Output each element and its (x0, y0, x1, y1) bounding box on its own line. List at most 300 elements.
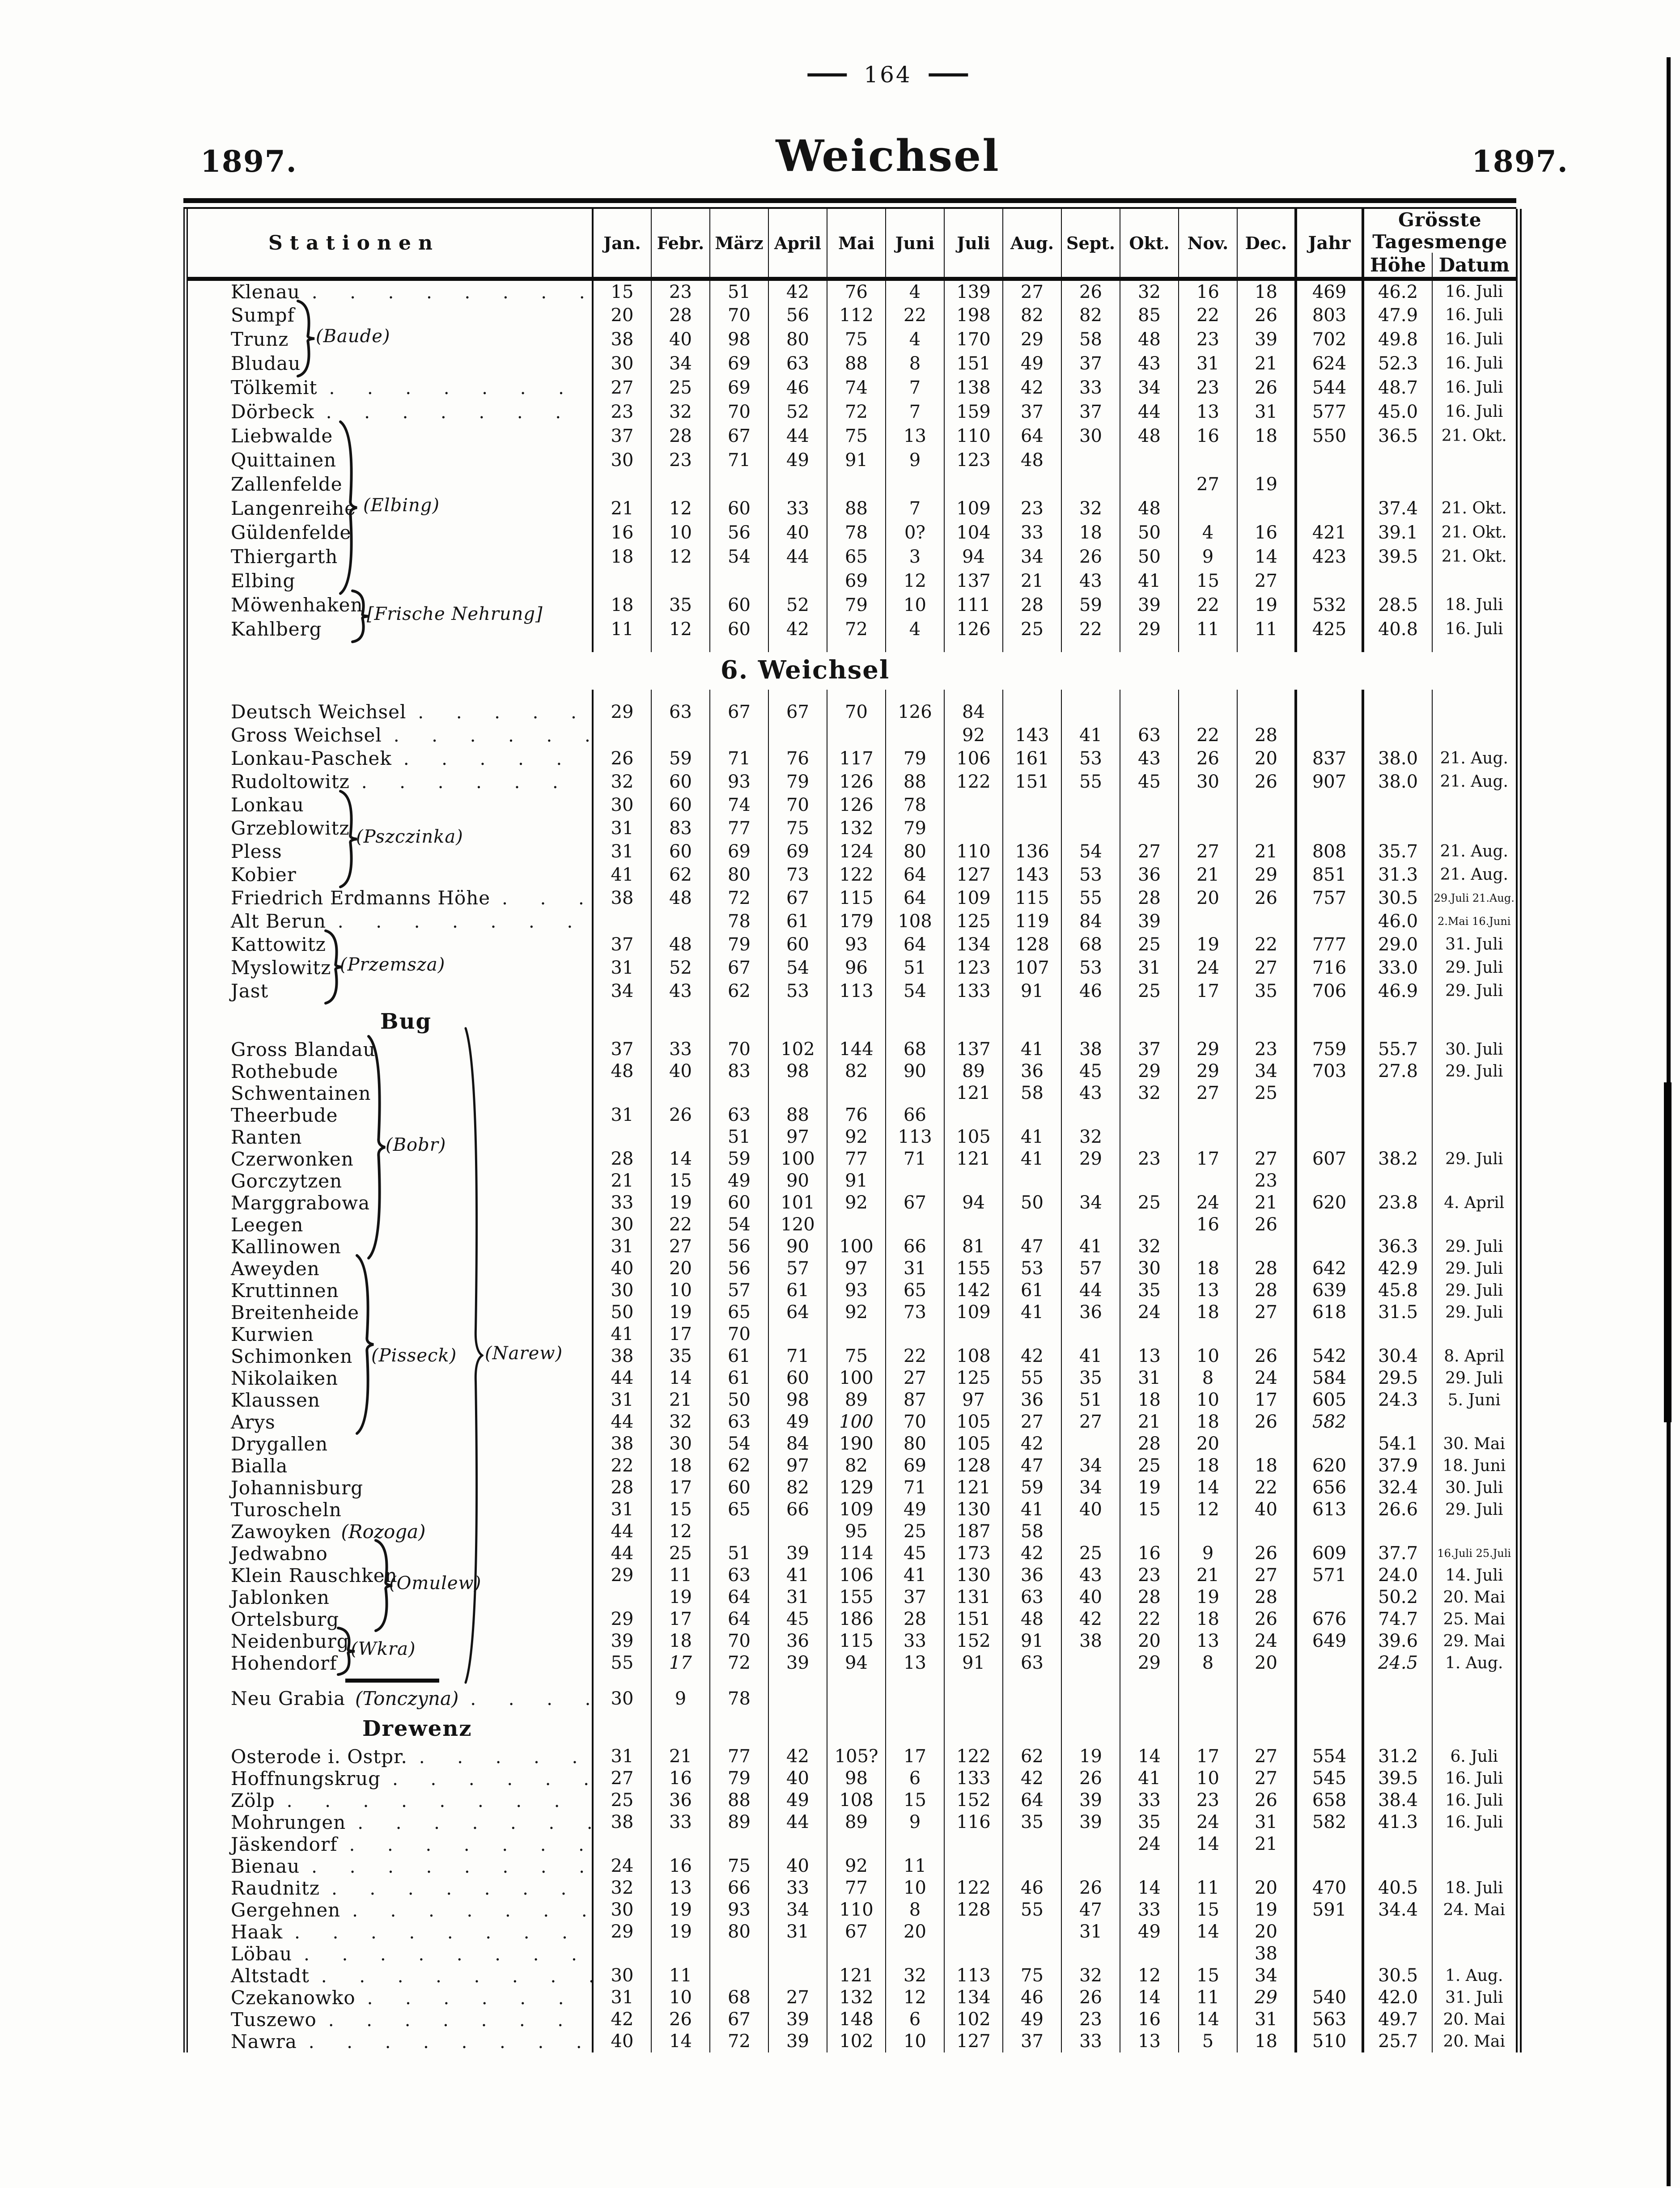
station-cell (186, 352, 593, 376)
cell-month: 100 (827, 1411, 886, 1433)
brace-label: (Wkra) (351, 1639, 416, 1659)
cell-month: 63 (651, 700, 710, 724)
cell-month: 39 (1061, 1789, 1120, 1811)
cell-month: 113 (944, 1965, 1003, 1987)
cell-month: 18 (1179, 1608, 1237, 1630)
cell (1003, 1034, 1061, 1039)
cell-month: 98 (768, 1389, 827, 1411)
cell-month: 22 (1237, 933, 1296, 956)
cell-datum: 18. Juni (1432, 1455, 1519, 1477)
cell-month: 143 (1003, 724, 1061, 747)
cell-datum (1432, 1688, 1519, 1710)
cell-month: 32 (1061, 1126, 1120, 1148)
station-cell (186, 863, 593, 886)
cell-datum (1432, 1855, 1519, 1877)
station-name: Nikolaiken (231, 1367, 339, 1389)
cell-month: 41 (593, 1323, 651, 1345)
cell-month: 70 (886, 1411, 944, 1433)
cell-month (1120, 1521, 1179, 1543)
cell-month (1120, 1104, 1179, 1126)
station-name: Aweyden (231, 1257, 320, 1280)
cell-month (710, 1082, 768, 1104)
cell-month: 35 (651, 593, 710, 617)
cell (1179, 1674, 1237, 1688)
station-name: Liebwalde (231, 425, 333, 447)
cell-month: 15 (651, 1170, 710, 1192)
cell-month: 80 (886, 840, 944, 863)
station-cell (186, 817, 593, 840)
station-name: Theerbude (231, 1104, 338, 1126)
station-name: Ortelsburg (231, 1608, 339, 1630)
cell-month: 36 (1003, 1389, 1061, 1411)
cell-month: 43 (1061, 1082, 1120, 1104)
station-cell (186, 472, 593, 496)
cell-month: 54 (710, 1433, 768, 1455)
cell-month: 121 (944, 1082, 1003, 1104)
table-row (186, 1608, 1519, 1630)
cell-month (1179, 817, 1237, 840)
cell-month: 97 (944, 1389, 1003, 1411)
cell-month: 17 (886, 1746, 944, 1768)
cell-jahr (1296, 793, 1363, 817)
cell (1363, 690, 1432, 700)
cell-month: 31 (1120, 1367, 1179, 1389)
cell-month: 29 (1120, 1060, 1179, 1082)
cell-datum (1432, 472, 1519, 496)
cell-month: 21 (1237, 840, 1296, 863)
cell-month: 32 (1120, 1236, 1179, 1258)
station-cell (186, 886, 593, 910)
cell-month: 26 (1061, 279, 1120, 303)
cell-month: 70 (710, 1630, 768, 1652)
station-cell (186, 1965, 593, 1987)
cell-month: 37 (593, 424, 651, 448)
cell-month: 38 (593, 1811, 651, 1833)
cell-datum: 16. Juli (1432, 617, 1519, 641)
station-cell (186, 1060, 593, 1082)
cell-month: 15 (651, 1499, 710, 1521)
cell-month: 25 (1237, 1082, 1296, 1104)
cell-month: 45 (768, 1608, 827, 1630)
table-row (186, 2009, 1519, 2031)
cell-month: 71 (768, 1345, 827, 1367)
cell-month: 56 (768, 303, 827, 327)
cell-hoehe: 35.7 (1363, 840, 1432, 863)
table-row (186, 1104, 1519, 1126)
col-month-8: Sept. (1061, 209, 1120, 279)
table-row (186, 863, 1519, 886)
cell (1363, 1741, 1432, 1746)
cell-month: 30 (593, 448, 651, 472)
cell (944, 1674, 1003, 1688)
cell-month: 41 (1003, 1148, 1061, 1170)
station-cell (186, 496, 593, 521)
cell-month: 23 (1179, 1789, 1237, 1811)
dot-leader (418, 701, 592, 723)
cell-month: 26 (1061, 1987, 1120, 2009)
cell-month (710, 1521, 768, 1543)
cell-jahr: 716 (1296, 956, 1363, 980)
cell-month: 45 (886, 1543, 944, 1565)
cell-month: 38 (593, 886, 651, 910)
cell (1363, 1674, 1432, 1688)
cell-month: 0? (886, 521, 944, 545)
cell-month: 17 (1179, 1148, 1237, 1170)
cell-month: 93 (827, 933, 886, 956)
cell-datum: 16. Juli (1432, 1768, 1519, 1789)
cell-hoehe (1363, 724, 1432, 747)
cell (1237, 1003, 1296, 1009)
cell-month: 5 (1179, 2031, 1237, 2052)
cell-month: 20 (593, 303, 651, 327)
cell-month: 42 (1003, 1543, 1061, 1565)
cell-month: 26 (1061, 1768, 1120, 1789)
cell-jahr (1296, 1586, 1363, 1608)
cell-datum: 25. Mai (1432, 1608, 1519, 1630)
cell-month: 64 (886, 863, 944, 886)
cell-month: 84 (1061, 910, 1120, 933)
station-cell (186, 1477, 593, 1499)
cell-month (1237, 496, 1296, 521)
cell-month: 60 (710, 617, 768, 641)
station-name: Jablonken (231, 1586, 330, 1608)
cell-month: 109 (944, 886, 1003, 910)
cell-month: 69 (768, 840, 827, 863)
cell-month: 115 (827, 886, 886, 910)
station-cell (186, 1236, 593, 1258)
cell-month (768, 569, 827, 593)
cell-month: 18 (1237, 1455, 1296, 1477)
cell-month: 31 (1237, 2009, 1296, 2031)
table-row (186, 747, 1519, 770)
cell-month: 139 (944, 279, 1003, 303)
cell-month: 90 (886, 1060, 944, 1082)
station-name: Altstadt (231, 1964, 310, 1987)
table-row (186, 1411, 1519, 1433)
cell-month: 72 (710, 2031, 768, 2052)
cell-month: 73 (768, 863, 827, 886)
cell-month: 39 (1120, 910, 1179, 933)
cell-month (1237, 448, 1296, 472)
cell-month: 14 (1120, 1746, 1179, 1768)
cell-month: 18 (1120, 1389, 1179, 1411)
cell-jahr: 613 (1296, 1499, 1363, 1521)
station-cell (186, 1652, 593, 1674)
cell-month: 136 (1003, 840, 1061, 863)
cell-month: 67 (768, 886, 827, 910)
table-row (186, 1630, 1519, 1652)
cell-hoehe: 33.0 (1363, 956, 1432, 980)
cell-hoehe (1363, 793, 1432, 817)
cell (1061, 1009, 1120, 1034)
cell-hoehe: 28.5 (1363, 593, 1432, 617)
cell-month: 42 (1003, 1768, 1061, 1789)
cell-month: 69 (827, 569, 886, 593)
cell-month (651, 724, 710, 747)
cell-month (1120, 448, 1179, 472)
station-name: Jedwabno (231, 1542, 328, 1565)
cell-month: 92 (944, 724, 1003, 747)
cell-month: 173 (944, 1543, 1003, 1565)
cell-month: 70 (710, 303, 768, 327)
cell-month (710, 569, 768, 593)
cell-month (593, 1082, 651, 1104)
cell-month: 15 (1179, 1899, 1237, 1921)
dot-leader (312, 281, 592, 303)
cell-month: 17 (1179, 980, 1237, 1003)
cell-month: 33 (1061, 376, 1120, 400)
station-name: Haak (231, 1921, 283, 1943)
station-cell (186, 400, 593, 424)
cell-month: 128 (944, 1455, 1003, 1477)
cell-month: 137 (944, 1039, 1003, 1060)
cell-month (1179, 448, 1237, 472)
cell-month: 51 (710, 1543, 768, 1565)
cell (1120, 1716, 1179, 1741)
cell (1363, 1034, 1432, 1039)
cell-month: 87 (886, 1389, 944, 1411)
station-name: Turoscheln (231, 1498, 342, 1521)
cell-month (1120, 1126, 1179, 1148)
cell-month (1237, 1855, 1296, 1877)
cell-month: 22 (1179, 593, 1237, 617)
dot-leader (328, 2009, 592, 2031)
station-cell (186, 2031, 593, 2052)
table-row (186, 724, 1519, 747)
cell-month: 78 (827, 521, 886, 545)
cell-month: 20 (886, 1921, 944, 1943)
cell-month: 31 (1237, 400, 1296, 424)
cell-month (651, 1833, 710, 1855)
cell-month: 44 (1120, 400, 1179, 424)
cell-month: 119 (1003, 910, 1061, 933)
cell-jahr (1296, 1855, 1363, 1877)
station-name: Rudoltowitz (231, 771, 350, 793)
cell-month: 60 (651, 793, 710, 817)
cell-month: 31 (768, 1921, 827, 1943)
cell (1003, 690, 1061, 700)
cell-month (1179, 1521, 1237, 1543)
cell-month: 80 (710, 863, 768, 886)
cell-month: 23 (1120, 1148, 1179, 1170)
cell-jahr: 837 (1296, 747, 1363, 770)
station-name: Langenreihe (231, 497, 356, 519)
cell-month (1179, 1943, 1237, 1965)
cell (768, 1710, 827, 1716)
cell-month: 59 (1061, 593, 1120, 617)
station-cell (186, 1104, 593, 1126)
cell (1179, 1009, 1237, 1034)
cell-datum: 16. Juli (1432, 303, 1519, 327)
station-name: Kahlberg (231, 618, 322, 640)
cell-month: 72 (827, 400, 886, 424)
cell-month: 33 (886, 1630, 944, 1652)
cell (651, 1034, 710, 1039)
cell-month: 155 (827, 1586, 886, 1608)
cell (886, 1034, 944, 1039)
dot-leader (311, 1855, 592, 1877)
station-name: Rothebude (231, 1060, 339, 1082)
cell-jahr (1296, 1833, 1363, 1855)
cell-month (1061, 1170, 1120, 1192)
cell (944, 1741, 1003, 1746)
cell-month (710, 472, 768, 496)
cell-month: 88 (710, 1789, 768, 1811)
station-cell (186, 1302, 593, 1323)
cell-month: 39 (593, 1630, 651, 1652)
cell-month: 62 (651, 863, 710, 886)
table-row (186, 1323, 1519, 1345)
cell (1120, 1009, 1179, 1034)
cell-month: 33 (1003, 521, 1061, 545)
cell-datum: 29. Juli (1432, 980, 1519, 1003)
cell-month: 28 (1120, 1586, 1179, 1608)
cell (768, 1741, 827, 1746)
cell-month (1237, 1521, 1296, 1543)
cell-month (827, 1214, 886, 1236)
table-row (186, 1652, 1519, 1674)
cell-month: 27 (1120, 840, 1179, 863)
cell-month (1061, 1855, 1120, 1877)
cell (1432, 1003, 1519, 1009)
cell-month: 108 (827, 1789, 886, 1811)
cell-month: 133 (944, 1768, 1003, 1789)
cell-jahr: 563 (1296, 2009, 1363, 2031)
cell-hoehe (1363, 569, 1432, 593)
cell-month: 82 (1003, 303, 1061, 327)
cell-month: 61 (710, 1367, 768, 1389)
cell-datum: 16.Juli 25.Juli (1432, 1543, 1519, 1565)
cell-datum: 21. Aug. (1432, 840, 1519, 863)
cell-month: 71 (886, 1477, 944, 1499)
cell-month: 67 (827, 1921, 886, 1943)
cell-month: 16 (1120, 2009, 1179, 2031)
cell (593, 641, 651, 652)
cell-month: 49 (1003, 2009, 1061, 2031)
cell-month: 37 (1061, 352, 1120, 376)
cell-month: 21 (1237, 352, 1296, 376)
cell-hoehe: 38.2 (1363, 1148, 1432, 1170)
cell-hoehe: 32.4 (1363, 1477, 1432, 1499)
cell-jahr: 421 (1296, 521, 1363, 545)
cell-month: 17 (1237, 1389, 1296, 1411)
cell-month: 98 (827, 1768, 886, 1789)
cell-month: 40 (768, 1768, 827, 1789)
cell-month: 19 (1237, 1899, 1296, 1921)
cell-month: 11 (1237, 617, 1296, 641)
cell-month: 94 (944, 1192, 1003, 1214)
cell-month: 32 (593, 770, 651, 793)
cell-datum: 21. Okt. (1432, 424, 1519, 448)
station-name: Neu Grabia (231, 1688, 346, 1709)
cell-month (651, 1943, 710, 1965)
station-name: Güldenfelde (231, 522, 352, 543)
cell (1237, 1741, 1296, 1746)
cell-month: 18 (593, 545, 651, 569)
cell-month: 8 (886, 1899, 944, 1921)
cell-month: 23 (1003, 496, 1061, 521)
cell-month: 105? (827, 1746, 886, 1768)
cell (827, 1741, 886, 1746)
cell (827, 1710, 886, 1716)
cell-month: 18 (1237, 279, 1296, 303)
cell-month (1179, 910, 1237, 933)
cell-month: 54 (710, 1214, 768, 1236)
cell-jahr (1296, 1170, 1363, 1192)
cell (886, 1009, 944, 1034)
cell-month: 72 (710, 1652, 768, 1674)
station-cell (186, 1126, 593, 1148)
cell-month: 23 (1237, 1039, 1296, 1060)
cell-hoehe (1363, 1921, 1432, 1943)
cell-month: 41 (1120, 569, 1179, 593)
station-name: Friedrich Erdmanns Höhe (231, 887, 491, 909)
table-row (186, 2031, 1519, 2052)
cell-month (827, 1833, 886, 1855)
cell-month: 6 (886, 1768, 944, 1789)
table-row (186, 770, 1519, 793)
cell-month: 27 (1237, 1148, 1296, 1170)
cell-month: 55 (593, 1652, 651, 1674)
table-row (186, 1345, 1519, 1367)
station-cell (186, 1688, 593, 1710)
cell-datum: 18. Juli (1432, 593, 1519, 617)
cell-hoehe: 74.7 (1363, 1608, 1432, 1630)
cell-month: 56 (710, 1236, 768, 1258)
cell-month: 63 (1120, 724, 1179, 747)
cell-month: 60 (710, 1192, 768, 1214)
cell-month: 13 (1179, 1280, 1237, 1302)
station-cell (186, 770, 593, 793)
cell-month (1120, 817, 1179, 840)
cell-month: 34 (1061, 1455, 1120, 1477)
station-name: Grzeblowitz (231, 817, 350, 839)
cell-month: 116 (944, 1811, 1003, 1833)
cell-month: 18 (1237, 424, 1296, 448)
cell-month: 68 (1061, 933, 1120, 956)
cell-month: 64 (710, 1586, 768, 1608)
cell-month: 31 (768, 1586, 827, 1608)
station-name: Hohendorf (231, 1652, 337, 1674)
cell-hoehe (1363, 448, 1432, 472)
cell-month (768, 724, 827, 747)
station-name: Zawoyken (231, 1520, 331, 1543)
cell-month: 16 (1179, 279, 1237, 303)
station-name: Kruttinnen (231, 1279, 339, 1302)
section-title: 6. Weichsel (707, 653, 903, 687)
cell-month: 28 (1237, 724, 1296, 747)
cell (1120, 690, 1179, 700)
cell-month: 79 (827, 593, 886, 617)
cell-jahr: 639 (1296, 1280, 1363, 1302)
cell (593, 1741, 651, 1746)
cell-month: 29 (593, 1565, 651, 1586)
cell-datum: 29. Juli (1432, 956, 1519, 980)
cell-month (768, 1943, 827, 1965)
cell-month (1179, 793, 1237, 817)
cell-month: 64 (710, 1608, 768, 1630)
cell-jahr: 470 (1296, 1877, 1363, 1899)
station-cell (186, 1630, 593, 1652)
cell-month: 31 (1120, 956, 1179, 980)
station-cell (186, 448, 593, 472)
cell-month: 56 (710, 521, 768, 545)
cell-datum (1432, 1943, 1519, 1965)
station-name: Leegen (231, 1213, 304, 1236)
cell-month (1120, 700, 1179, 724)
station-cell (186, 1192, 593, 1214)
station-cell (186, 1521, 593, 1543)
